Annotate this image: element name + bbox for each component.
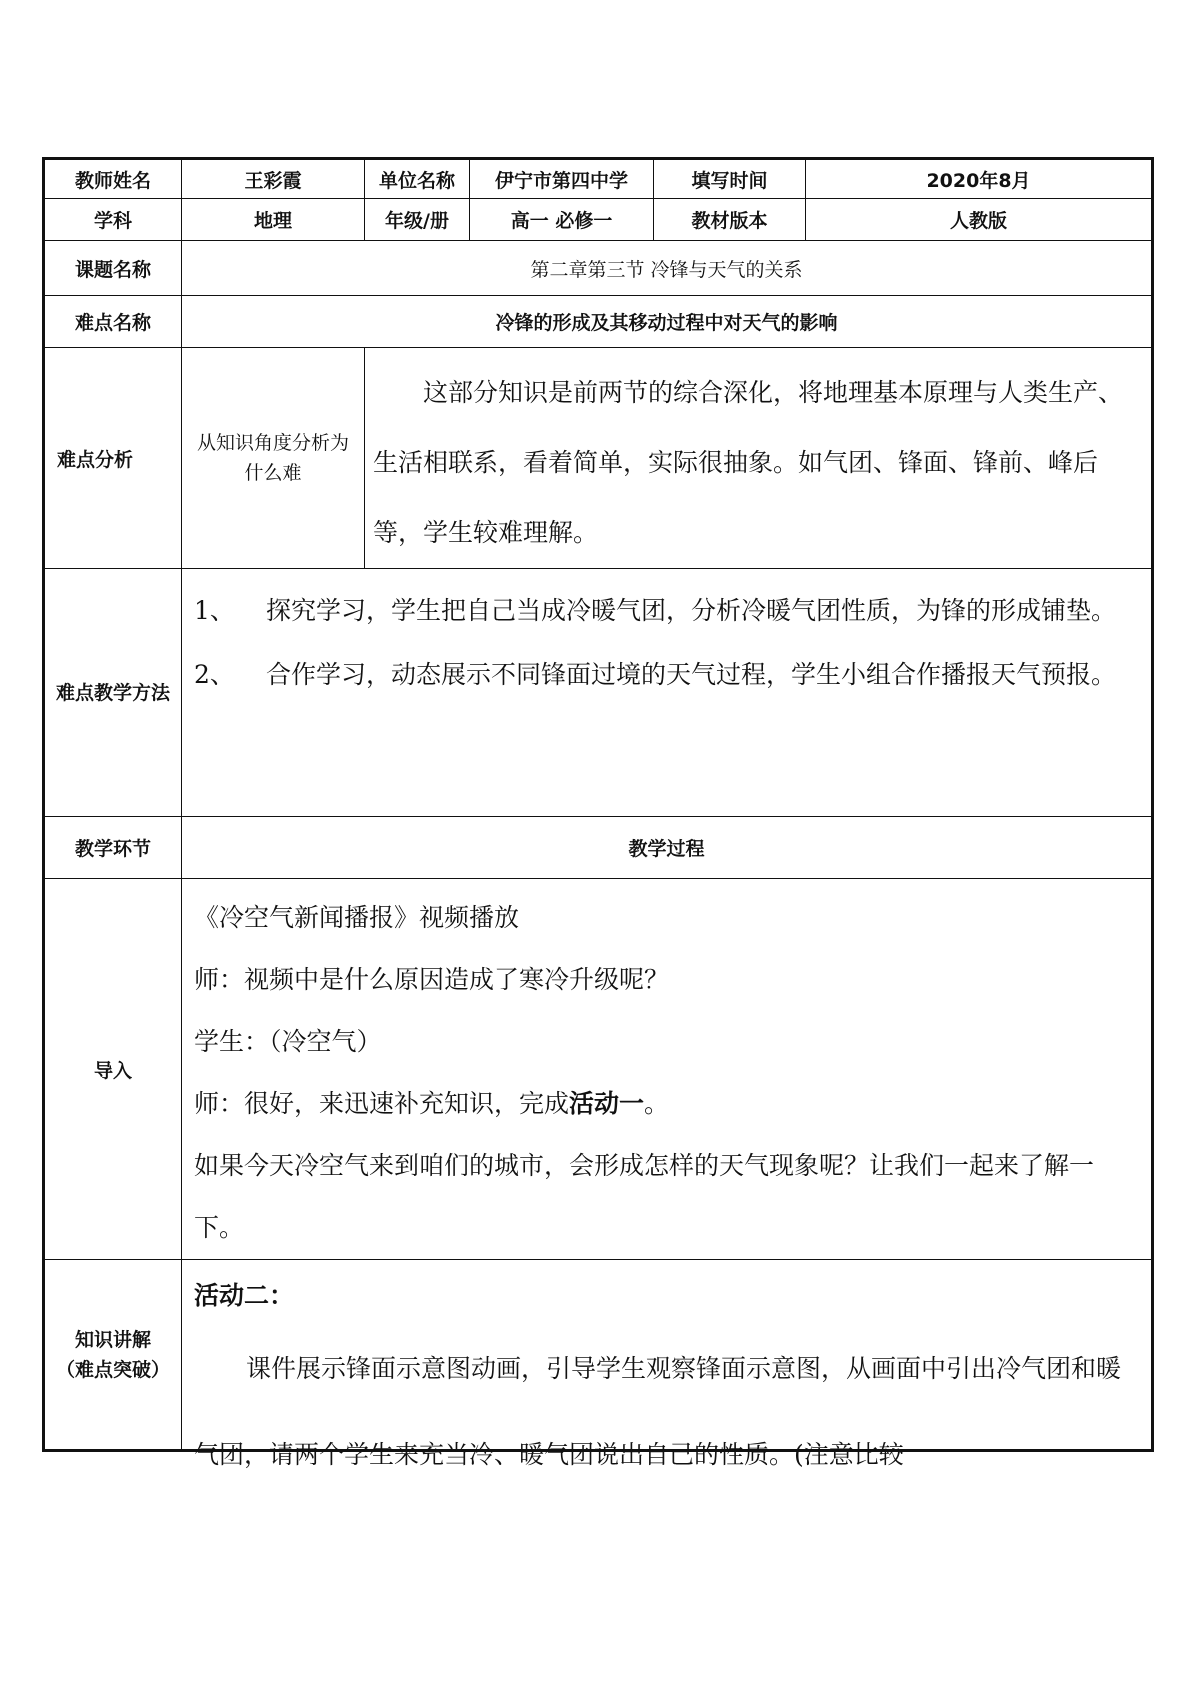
- knowledge-row: [44, 1260, 1153, 1451]
- method-label: 难点教学方法: [44, 569, 182, 817]
- textbook-label: 教材版本: [654, 199, 806, 241]
- unit-label: 单位名称: [365, 159, 470, 199]
- header-row-1: [44, 159, 1153, 199]
- date-label: 填写时间: [654, 159, 806, 199]
- topic-label: 课题名称: [44, 241, 182, 296]
- analysis-text: 这部分知识是前两节的综合深化，将地理基本原理与人类生产、生活相联系，看着简单，实际很抽象。如气团、锋面、锋前、峰后等，学生较难理解。: [365, 348, 1153, 569]
- knowledge-label-line-1: 知识讲解: [74, 1328, 151, 1351]
- process-header: 教学过程: [182, 817, 1153, 879]
- grade-value: 高一 必修一: [470, 199, 654, 241]
- analysis-sub-label: 从知识角度分析为什么难: [182, 348, 365, 569]
- difficulty-value: 冷锋的形成及其移动过程中对天气的影响: [182, 296, 1153, 348]
- header-row-2: [44, 199, 1153, 241]
- difficulty-label: 难点名称: [44, 296, 182, 348]
- knowledge-clip: [194, 1266, 1141, 1469]
- method-item-2-text: 合作学习，动态展示不同锋面过境的天气过程，学生小组合作播报天气预报。: [266, 660, 1117, 689]
- teacher-value: 王彩霞: [182, 159, 365, 199]
- intro-line-4-prefix: 师：很好，来迅速补充知识，完成: [194, 1089, 570, 1118]
- topic-value: 第二章第三节 冷锋与天气的关系: [182, 241, 1153, 296]
- activity-one-label: 活动一: [569, 1089, 645, 1118]
- lesson-plan-table: [42, 157, 1154, 1469]
- method-item-2-number: 2、: [194, 660, 235, 689]
- process-header-row: [44, 817, 1153, 879]
- grade-label: 年级/册: [365, 199, 470, 241]
- subject-label: 学科: [44, 199, 182, 241]
- textbook-value: 人教版: [806, 199, 1153, 241]
- teacher-label: 教师姓名: [44, 159, 182, 199]
- method-item-2: [194, 643, 1141, 707]
- knowledge-label: [44, 1260, 182, 1451]
- method-item-1-text: 探究学习，学生把自己当成冷暖气团，分析冷暖气团性质，为锋的形成铺垫。: [266, 596, 1117, 625]
- analysis-label: 难点分析: [44, 348, 182, 569]
- intro-line-3: 学生：（冷空气）: [194, 1027, 382, 1056]
- intro-line-4-suffix: 。: [644, 1089, 670, 1118]
- intro-line-2: 师：视频中是什么原因造成了寒冷升级呢？: [194, 965, 670, 994]
- topic-row: [44, 241, 1153, 296]
- intro-line-4: [194, 1073, 1141, 1135]
- stage-header: 教学环节: [44, 817, 182, 879]
- method-item-1: [194, 579, 1141, 643]
- analysis-row: [44, 348, 1153, 569]
- method-item-1-number: 1、: [194, 596, 235, 625]
- intro-row: [44, 879, 1153, 1260]
- activity-two-title: 活动二：: [194, 1281, 295, 1310]
- difficulty-row: [44, 296, 1153, 348]
- knowledge-label-line-2: （难点突破）: [55, 1358, 170, 1381]
- unit-value: 伊宁市第四中学: [470, 159, 654, 199]
- intro-label: 导入: [44, 879, 182, 1260]
- intro-content: [182, 879, 1153, 1260]
- method-list: [182, 569, 1153, 817]
- date-value: 2020年8月: [806, 159, 1153, 199]
- activity-two-text: 课件展示锋面示意图动画，引导学生观察锋面示意图，从画面中引出冷气团和暖气团，请两个学生来充当冷、暖气团说出自己的性质。(注意比较: [194, 1354, 1122, 1469]
- subject-value: 地理: [182, 199, 365, 241]
- knowledge-content: [182, 1260, 1153, 1469]
- method-row: [44, 569, 1153, 817]
- intro-line-1: 《冷空气新闻播报》视频播放: [194, 903, 520, 932]
- intro-line-5: 如果今天冷空气来到咱们的城市，会形成怎样的天气现象呢？让我们一起来了解一下。: [194, 1151, 1095, 1242]
